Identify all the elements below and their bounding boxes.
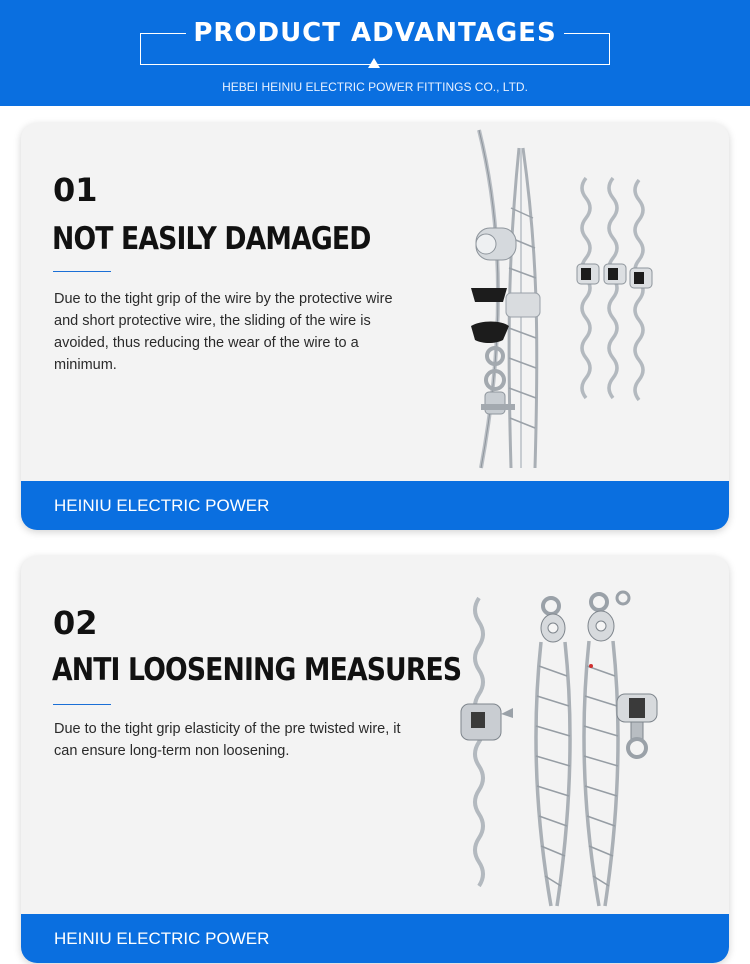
heading-underline <box>53 704 111 705</box>
product-photo-pretwisted-grips <box>441 586 671 916</box>
band-label: HEINIU ELECTRIC POWER <box>54 496 270 515</box>
card-number: 01 <box>53 171 98 209</box>
brand-band <box>21 914 729 963</box>
heading-underline <box>53 271 111 272</box>
card-description: Due to the tight grip of the wire by the protective wire and short protective wire, the sliding of the wire is avoided, thus reducing the wear of the wire to a minimum. <box>54 291 393 373</box>
brand-band <box>21 481 729 530</box>
band-label: HEINIU ELECTRIC POWER <box>54 929 270 948</box>
company-name: HEBEI HEINIU ELECTRIC POWER FITTINGS CO., LTD. <box>222 80 528 94</box>
advantage-card-2 <box>21 556 729 963</box>
triangle-up-icon <box>368 58 380 68</box>
card-description: Due to the tight grip elasticity of the pre twisted wire, it can ensure long-term non loosening. <box>54 721 401 759</box>
card-number: 02 <box>53 604 98 642</box>
product-photo-preformed-fittings <box>441 128 661 473</box>
page-title: PRODUCT ADVANTAGES <box>193 18 557 48</box>
card-heading: NOT EASILY DAMAGED <box>52 221 371 257</box>
advantage-card-1 <box>21 123 729 530</box>
card-heading: ANTI LOOSENING MEASURES <box>52 652 462 688</box>
header-banner <box>0 0 750 106</box>
